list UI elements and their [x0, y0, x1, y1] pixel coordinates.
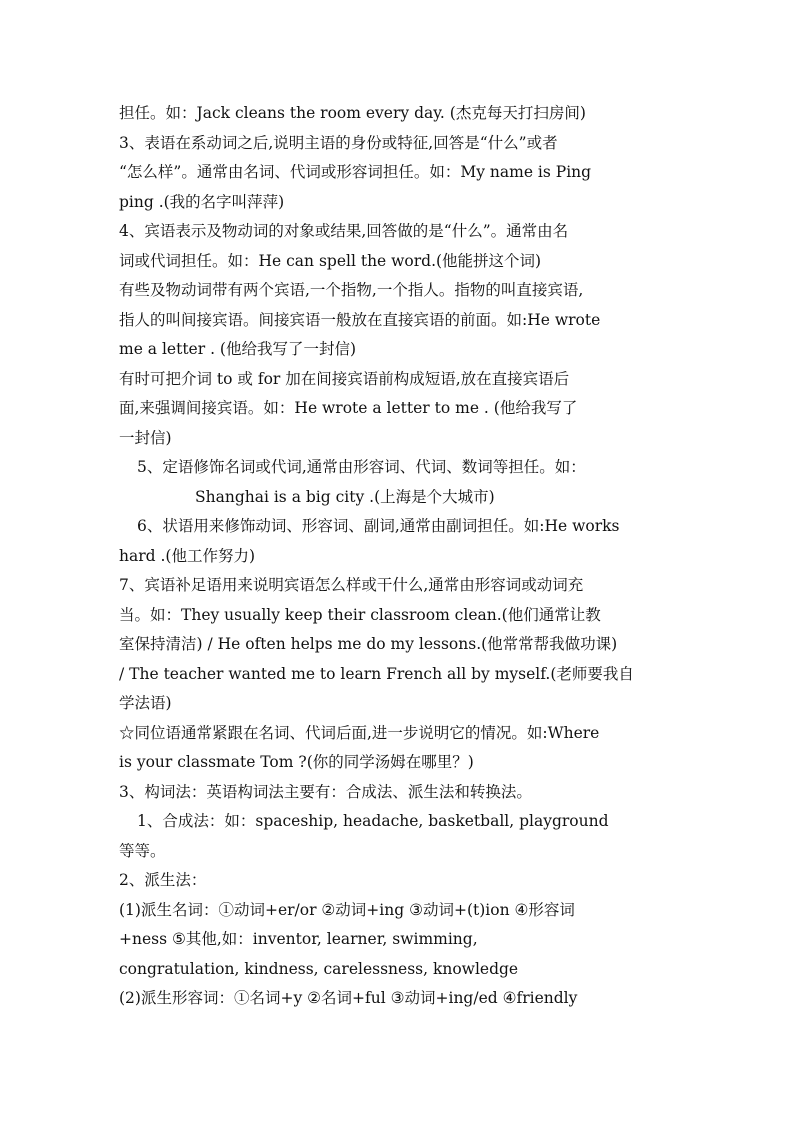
text-line: Shanghai is a big city .(上海是个大城市): [195, 487, 495, 506]
text-line: 指人的叫间接宾语。间接宾语一般放在直接宾语的前面。如:He wrote: [119, 310, 601, 329]
text-line: 4、宾语表示及物动词的对象或结果,回答做的是“什么”。通常由名: [119, 222, 569, 240]
text-line: ☆同位语通常紧跟在名词、代词后面,进一步说明它的情况。如:Where: [119, 723, 600, 742]
text-line: 3、构词法：英语构词法主要有：合成法、派生法和转换法。: [119, 782, 532, 801]
text-line: ping .(我的名字叫萍萍): [119, 192, 285, 211]
text-line: / The teacher wanted me to learn French all by myself.(老师要我自: [119, 664, 634, 683]
text-line: congratulation, kindness, carelessness, knowledge: [119, 959, 519, 978]
text-line: 6、状语用来修饰动词、形容词、副词,通常由副词担任。如:He works: [137, 517, 620, 535]
text-line: +ness ⑤其他,如：inventor, learner, swimming,: [119, 930, 478, 948]
text-line: hard .(他工作努力): [119, 546, 256, 565]
text-line: 5、定语修饰名词或代词,通常由形容词、代词、数词等担任。如：: [137, 458, 586, 476]
text-line: (1)派生名词：①动词+er/or ②动词+ing ③动词+(t)ion ④形容词: [119, 900, 575, 919]
text-line: me a letter . (他给我写了一封信): [119, 340, 357, 358]
text-line: is your classmate Tom ?(你的同学汤姆在哪里？): [119, 753, 474, 771]
text-line: 有些及物动词带有两个宾语,一个指物,一个指人。指物的叫直接宾语,: [119, 281, 584, 299]
text-line: 有时可把介词 to 或 for 加在间接宾语前构成短语,放在直接宾语后: [119, 369, 570, 388]
text-line: 一封信): [119, 428, 172, 447]
text-line: 2、派生法：: [119, 871, 207, 889]
text-line: 等等。: [119, 841, 166, 860]
text-line: 7、宾语补足语用来说明宾语怎么样或干什么,通常由形容词或动词充: [119, 576, 584, 594]
text-line: 1、合成法：如：spaceship, headache, basketball, playground: [137, 812, 609, 830]
document-body: [119, 99, 685, 1014]
text-line: (2)派生形容词：①名词+y ②名词+ful ③动词+ing/ed ④friendly: [119, 989, 578, 1007]
text-line: 当。如：They usually keep their classroom clean.(他们通常让教: [119, 605, 601, 624]
text-line: 学法语): [119, 694, 172, 712]
text-line: 词或代词担任。如：He can spell the word.(他能拼这个词): [119, 251, 542, 270]
text-line: “怎么样”。通常由名词、代词或形容词担任。如：My name is Ping: [119, 163, 592, 181]
text-line: 担任。如：Jack cleans the room every day. (杰克每天打扫房间): [119, 104, 586, 122]
text-line: 面,来强调间接宾语。如：He wrote a letter to me . (他给我写了: [119, 399, 578, 417]
text-line: 室保持清洁) / He often helps me do my lessons.(他常常帮我做功课): [119, 635, 618, 653]
text-line: 3、表语在系动词之后,说明主语的身份或特征,回答是“什么”或者: [119, 133, 558, 152]
